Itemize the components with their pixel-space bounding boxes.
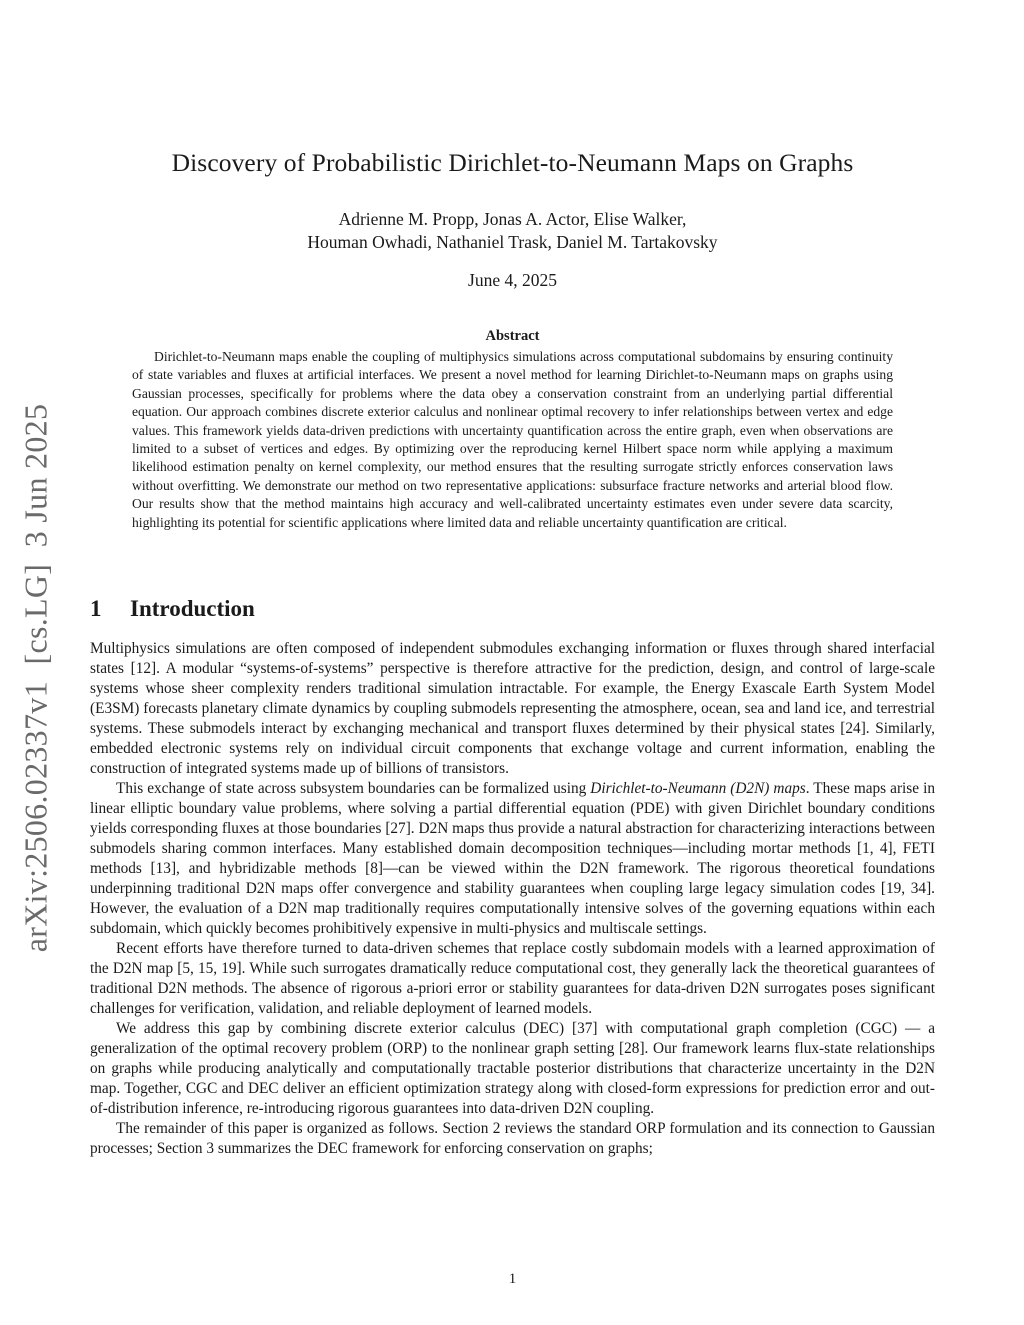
paragraph-2-lead: This exchange of state across subsystem boundaries can be formalized using bbox=[116, 780, 591, 797]
paragraph-1: Multiphysics simulations are often composed of independent submodules exchanging information or fluxes through shared interfacial states [12]. A modular “systems-of-systems” perspective is therefore attractive for the prediction, design, and control of large-scale systems whose sheer complexity renders traditional simulation intractable. For example, the Energy Exascale Earth System Model (E3SM) forecasts planetary climate dynamics by coupling submodels representing the atmosphere, ocean, sea and land ice, and terrestrial systems. These submodels interact by exchanging mechanical and transport fluxes determined by their physical states [24]. Similarly, embedded electronic systems rely on individual circuit components that exchange voltage and current information, enabling the construction of integrated systems made up of billions of transistors. bbox=[90, 640, 935, 777]
page-number: 1 bbox=[508, 1271, 517, 1287]
abstract-heading: Abstract bbox=[485, 328, 540, 344]
abstract-text: Dirichlet-to-Neumann maps enable the coupling of multiphysics simulations across computational subdomains by ensuring continuity of state variables and fluxes at artificial interfaces. We present a novel method for learning Dirichlet-to-Neumann maps on graphs using Gaussian processes, specifically for problems where the data obey a conservation constraint from an underlying partial differential equation. Our approach combines discrete exterior calculus and nonlinear optimal recovery to infer relationships between vertex and edge values. This framework yields data-driven predictions with uncertainty quantification across the entire graph, even when observations are limited to a subset of vertices and edges. By optimizing over the reproducing kernel Hilbert space norm while applying a maximum likelihood estimation penalty on kernel complexity, our method ensures that the resulting surrogate strictly enforces conservation laws without overfitting. We demonstrate our method on two representative applications: subsurface fracture networks and arterial blood flow. Our results show that the method maintains high accuracy and well-calibrated uncertainty estimates even under severe data scarcity, highlighting its potential for scientific applications where limited data and reliable uncertainty quantification are critical. bbox=[132, 349, 893, 530]
publication-date: June 4, 2025 bbox=[468, 270, 557, 290]
arxiv-identifier: arXiv:2506.02337v1 [cs.LG] 3 Jun 2025 bbox=[17, 403, 54, 953]
author-line-1: Adrienne M. Propp, Jonas A. Actor, Elise Walker, bbox=[338, 209, 687, 229]
paragraph-2-rest: . These maps arise in linear elliptic boundary value problems, where solving a partial differential equation (PDE) with given Dirichlet boundary conditions yields corresponding fluxes at those boundaries [27]. D2N maps thus provide a natural abstraction for characterizing interactions between submodels sharing common interfaces. Many established domain decomposition techniques—including mortar methods [1, 4], FETI methods [13], and hybridizable methods [8]—can be viewed within the D2N framework. The rigorous theoretical foundations underpinning traditional D2N maps offer convergence and stability guarantees when coupling large legacy simulation codes [19, 34]. However, the evaluation of a D2N map traditionally requires computationally intensive solves of the governing equations within each subdomain, which quickly becomes prohibitively expensive in multi-physics and multiscale settings. bbox=[90, 780, 935, 937]
abstract-block bbox=[132, 328, 893, 532]
author-list bbox=[90, 208, 935, 254]
section-number: 1 bbox=[90, 596, 102, 621]
paper-title: Discovery of Probabilistic Dirichlet-to-Neumann Maps on Graphs bbox=[171, 148, 854, 177]
introduction-body bbox=[90, 639, 935, 1159]
paragraph-2-emphasis: Dirichlet-to-Neumann (D2N) maps bbox=[590, 780, 806, 797]
section-heading-introduction bbox=[90, 596, 255, 622]
paragraph-4: We address this gap by combining discrete exterior calculus (DEC) [37] with computational graph completion (CGC) — a generalization of the optimal recovery problem (ORP) to the nonlinear graph setting [28]. Our framework learns flux-state relationships on graphs while producing analytically and computationally tractable posterior distributions that characterize uncertainty in the D2N map. Together, CGC and DEC deliver an efficient optimization strategy along with closed-form expressions for prediction error and out-of-distribution inference, re-introducing rigorous guarantees into data-driven D2N coupling. bbox=[90, 1020, 935, 1117]
paragraph-3: Recent efforts have therefore turned to data-driven schemes that replace costly subdomain models with a learned approximation of the D2N map [5, 15, 19]. While such surrogates dramatically reduce computational cost, they generally lack the theoretical guarantees of traditional D2N methods. The absence of rigorous a-priori error or stability guarantees for data-driven D2N surrogates poses significant challenges for verification, validation, and reliable deployment of learned models. bbox=[90, 940, 935, 1017]
paragraph-5: The remainder of this paper is organized as follows. Section 2 reviews the standard ORP formulation and its connection to Gaussian processes; Section 3 summarizes the DEC framework for enforcing conservation on graphs; bbox=[90, 1120, 935, 1157]
section-title: Introduction bbox=[130, 596, 255, 621]
author-line-2: Houman Owhadi, Nathaniel Trask, Daniel M. Tartakovsky bbox=[307, 232, 718, 252]
paragraph-2 bbox=[90, 779, 935, 939]
